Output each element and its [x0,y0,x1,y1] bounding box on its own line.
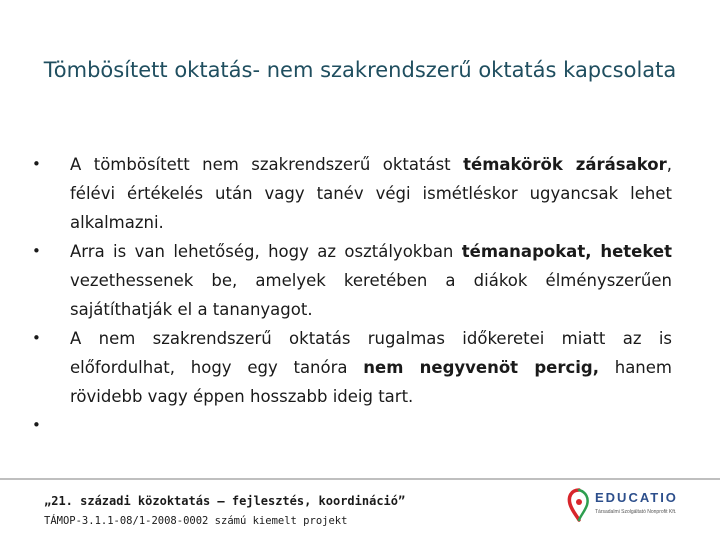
slide-title: Tömbösített oktatás- nem szakrendszerű oktatás kapcsolata [43,58,677,82]
bullet-text: A tömbösített nem szakrendszerű oktatást [70,155,464,174]
bullet-item [30,150,672,237]
educatio-logo-tagline: Társadalmi Szolgáltató Nonprofit Kft. [595,509,677,515]
bullet-item [30,324,672,411]
bullet-emphasis: témanapokat, heteket [461,242,672,261]
footer-divider [0,478,720,480]
bullet-item [30,237,672,324]
bullet-dot: • [32,155,41,173]
bullet-text: , félévi értékelés után vagy tanév végi ismétléskor ugyancsak lehet alkalmazni. [70,155,672,232]
footer-subtitle: TÁMOP-3.1.1-08/1-2008-0002 számú kiemelt projekt [44,515,348,527]
bullet-dot: • [32,242,41,260]
educatio-logo [565,487,695,523]
bullet-text: vezethessenek be, amelyek keretében a diákok élményszerűen sajátíthatják el a tananyagot. [70,271,672,319]
bullet-emphasis: témakörök zárásakor [463,155,667,174]
bullet-text: Arra is van lehetőség, hogy az osztályokban [70,242,462,261]
bullet-emphasis: nem negyvenöt percig, [363,358,599,377]
bullet-dot: • [32,329,41,347]
bullet-text: A nem szakrendszerű oktatás rugalmas időkeretei miatt az is előfordulhat, hogy egy tanóra [70,329,672,377]
bullet-text: hanem rövidebb vagy éppen hosszabb ideig tart. [70,358,672,406]
bullet-item [30,411,672,440]
educatio-logo-icon [565,487,593,523]
educatio-logo-text: EDUCATIO [595,490,678,505]
footer-title: „21. századi közoktatás – fejlesztés, koordináció” [44,494,406,508]
bullet-list [30,150,672,440]
bullet-dot: • [32,416,41,434]
